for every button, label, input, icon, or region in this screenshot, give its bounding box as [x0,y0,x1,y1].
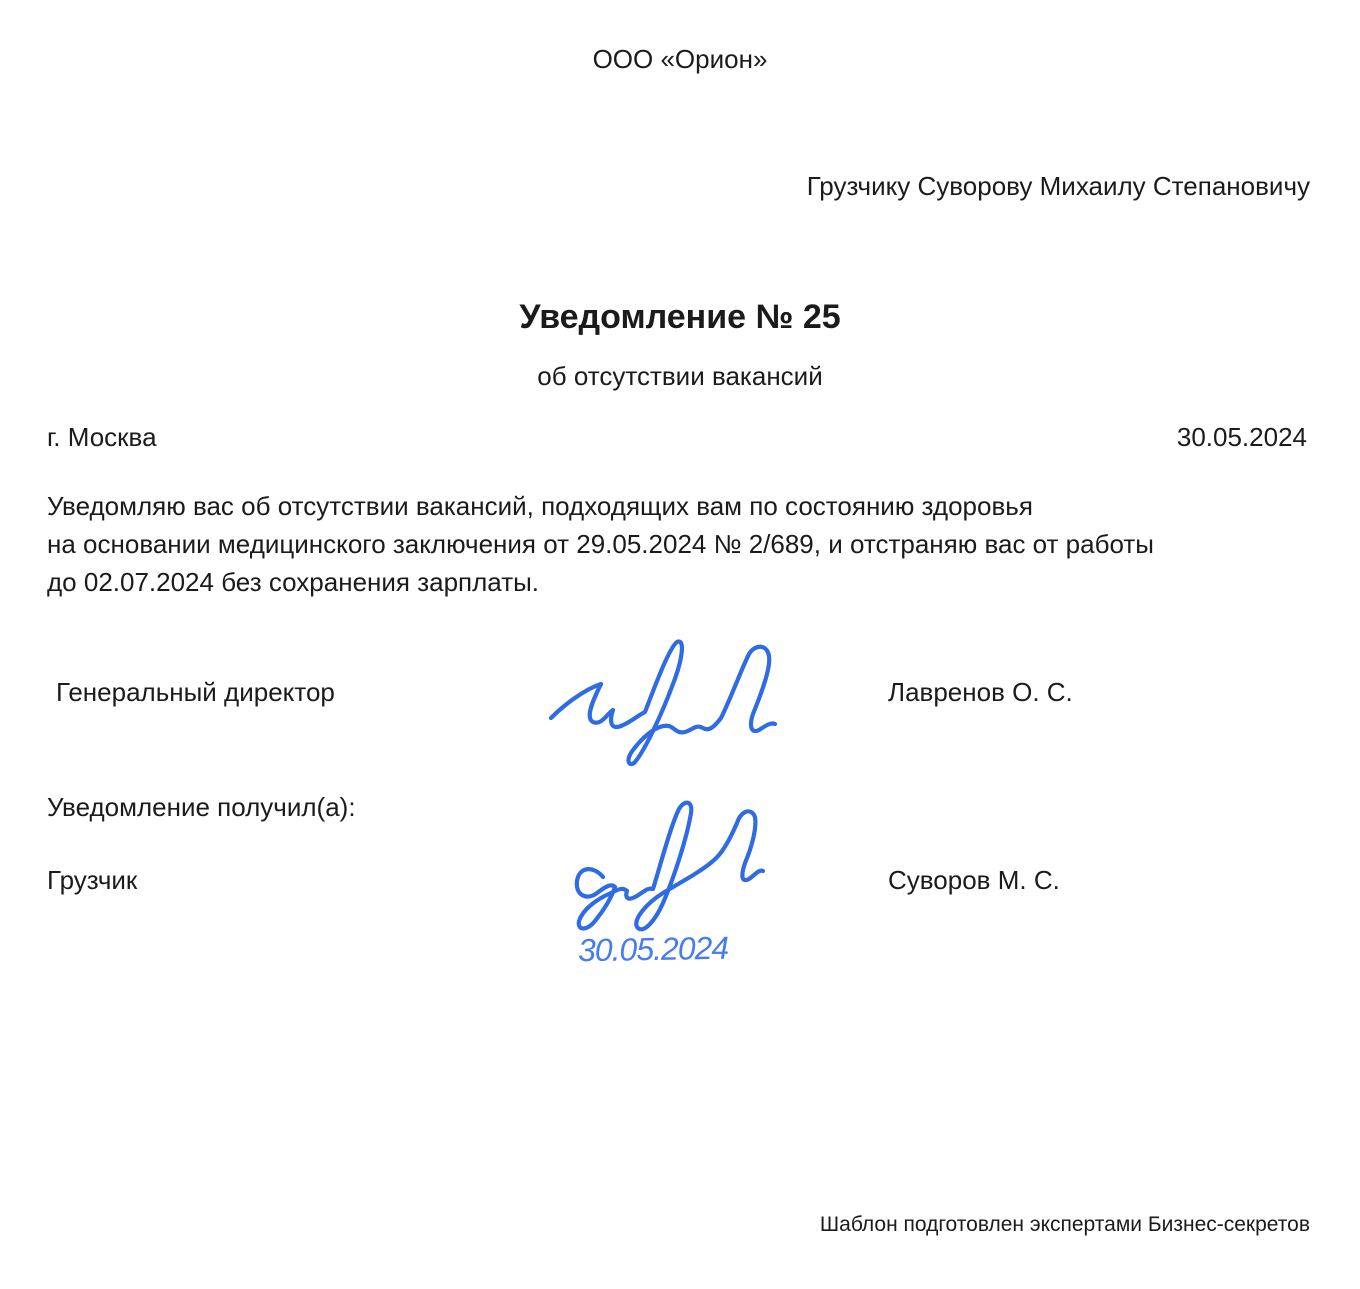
addressee-line: Грузчику Суворову Михаилу Степановичу [806,171,1310,201]
employee-signature [565,797,775,937]
body-paragraph [47,487,1154,601]
company-name: ООО «Орион» [592,44,768,74]
received-label: Уведомление получил(а): [47,792,356,822]
document-date: 30.05.2024 [1176,422,1307,452]
body-line: Уведомляю вас об отсутствии вакансий, подходящих вам по состоянию здоровья [47,491,1033,521]
city-label: г. Москва [47,422,157,452]
director-role-label: Генеральный директор [56,677,335,707]
handwritten-receipt-date: 30.05.2024 [577,929,729,969]
body-line: на основании медицинского заключения от 29.05.2024 № 2/689, и отстраняю вас от работы [47,529,1154,559]
director-signature-stroke [551,641,775,764]
director-signature [543,622,783,767]
document-subtitle: об отсутствии вакансий [537,361,823,391]
template-credit-footer: Шаблон подготовлен экспертами Бизнес-секретов [819,1213,1310,1236]
employee-role-label: Грузчик [47,865,138,895]
director-name: Лавренов О. С. [888,677,1073,707]
body-line: до 02.07.2024 без сохранения зарплаты. [47,567,540,597]
document-title: Уведомление № 25 [519,298,841,336]
employee-name: Суворов М. С. [888,865,1060,895]
employee-signature-stroke [577,803,763,930]
